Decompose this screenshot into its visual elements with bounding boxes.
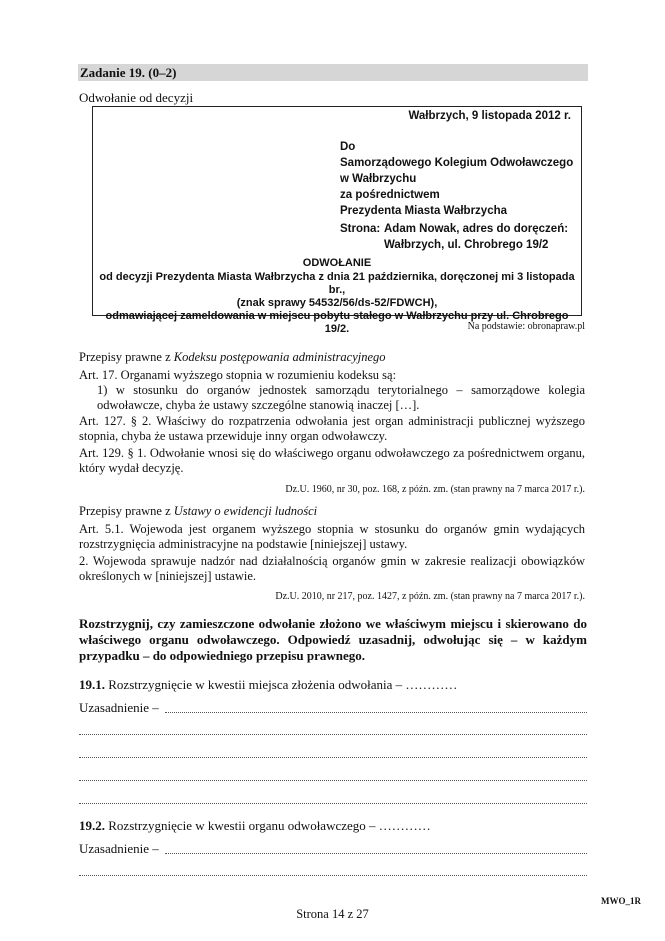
- justification-2[interactable]: [79, 841, 159, 857]
- answer-line[interactable]: [79, 722, 587, 735]
- justification-label: Uzasadnienie –: [79, 841, 159, 856]
- q2-number: 19.2.: [79, 818, 105, 833]
- task-instruction: Rozstrzygnij, czy zamieszczone odwołanie złożono we właściwym miejscu i skierowano do właściwego organu odwoławczego. Odpowiedź uzasadnij, odwołując się – w każdym przypadku – do odpowiedniego przepisu prawnego.: [79, 616, 587, 663]
- section2-title-italic: Ustawy o ewidencji ludności: [173, 504, 318, 518]
- exam-code: MWO_1R: [601, 896, 641, 906]
- address-line: Samorządowego Kolegium Odwoławczego: [340, 157, 574, 169]
- appeal-line: odmawiającej zameldowania w miejscu pobytu stałego w Wałbrzychu przy ul. Chrobrego 19/2.: [105, 310, 569, 335]
- section2-citation: Dz.U. 2010, nr 217, poz. 1427, z późn. zm. (stan prawny na 7 marca 2017 r.).: [275, 591, 585, 602]
- appeal-line: od decyzji Prezydenta Miasta Wałbrzycha z dnia 21 października, doręczonej mi 3 listopada br.,: [99, 271, 575, 296]
- art5-2: 2. Wojewoda sprawuje nadzór nad działalnością organów gmin w zakresie realizacji obowiązków określonych w [niniejszej] ustawie.: [79, 554, 585, 583]
- art17: Art. 17. Organami wyższego stopnia w rozumieniu kodeksu są:: [79, 368, 397, 382]
- section2-title-prefix: Przepisy prawne z: [79, 504, 174, 518]
- art5-1: Art. 5.1. Wojewoda jest organem wyższego stopnia w stosunku do organów gmin wydających rozstrzygnięcia administracyjne na podstawie [niniejszej] ustawy.: [79, 522, 585, 551]
- party-line-1: Adam Nowak, adres do doręczeń:: [384, 223, 569, 235]
- appeal-title: ODWOŁANIE: [302, 257, 372, 269]
- answer-line[interactable]: [79, 791, 587, 804]
- section1-title: [79, 350, 386, 365]
- letter-address: [340, 139, 573, 219]
- answer-line[interactable]: [79, 768, 587, 781]
- party-label: Strona:: [340, 223, 381, 235]
- letter-date: Wałbrzych, 9 listopada 2012 r.: [408, 110, 571, 122]
- section2-title: [79, 504, 317, 519]
- section1-title-italic: Kodeksu postępowania administracyjnego: [173, 350, 386, 364]
- question-19-2: [79, 818, 431, 834]
- answer-line[interactable]: [79, 863, 587, 876]
- section1-title-prefix: Przepisy prawne z: [79, 350, 174, 364]
- appeal-line: (znak sprawy 54532/56/ds-52/FDWCH),: [236, 297, 438, 309]
- q2-text: Rozstrzygnięcie w kwestii organu odwoławczego – …………: [105, 818, 431, 833]
- q1-number: 19.1.: [79, 677, 105, 692]
- justification-label: Uzasadnienie –: [79, 700, 159, 715]
- justification-1[interactable]: [79, 700, 159, 716]
- answer-line[interactable]: [79, 745, 587, 758]
- art17-point1: 1) w stosunku do organów jednostek samorządu terytorialnego – samorządowe kolegia odwoławcze, chyba że ustawy szczególne stanowią inaczej […].: [97, 383, 585, 412]
- answer-line[interactable]: [165, 700, 587, 713]
- address-line: Prezydenta Miasta Wałbrzycha: [340, 205, 508, 217]
- section1-citation: Dz.U. 1960, nr 30, poz. 168, z późn. zm. (stan prawny na 7 marca 2017 r.).: [285, 484, 585, 495]
- source-note: Na podstawie: obronapraw.pl: [467, 321, 585, 332]
- party-line-2: Wałbrzych, ul. Chrobrego 19/2: [384, 239, 549, 251]
- question-19-1: [79, 677, 457, 693]
- task-header: Zadanie 19. (0–2): [78, 64, 588, 81]
- answer-line[interactable]: [165, 841, 587, 854]
- address-line: Do: [340, 141, 356, 153]
- task-subtitle: Odwołanie od decyzji: [79, 90, 194, 105]
- letter-party: [340, 221, 568, 253]
- q1-text: Rozstrzygnięcie w kwestii miejsca złożenia odwołania – …………: [105, 677, 458, 692]
- art129: Art. 129. § 1. Odwołanie wnosi się do właściwego organu odwoławczego za pośrednictwem organu, który wydał decyzję.: [79, 446, 585, 475]
- page-number: Strona 14 z 27: [296, 907, 369, 921]
- art127: Art. 127. § 2. Właściwy do rozpatrzenia odwołania jest organ administracji publicznej wyższego stopnia, chyba że ustawa przewiduje inny organ odwoławczy.: [79, 414, 585, 443]
- address-line: w Wałbrzychu: [340, 173, 417, 185]
- address-line: za pośrednictwem: [340, 189, 440, 201]
